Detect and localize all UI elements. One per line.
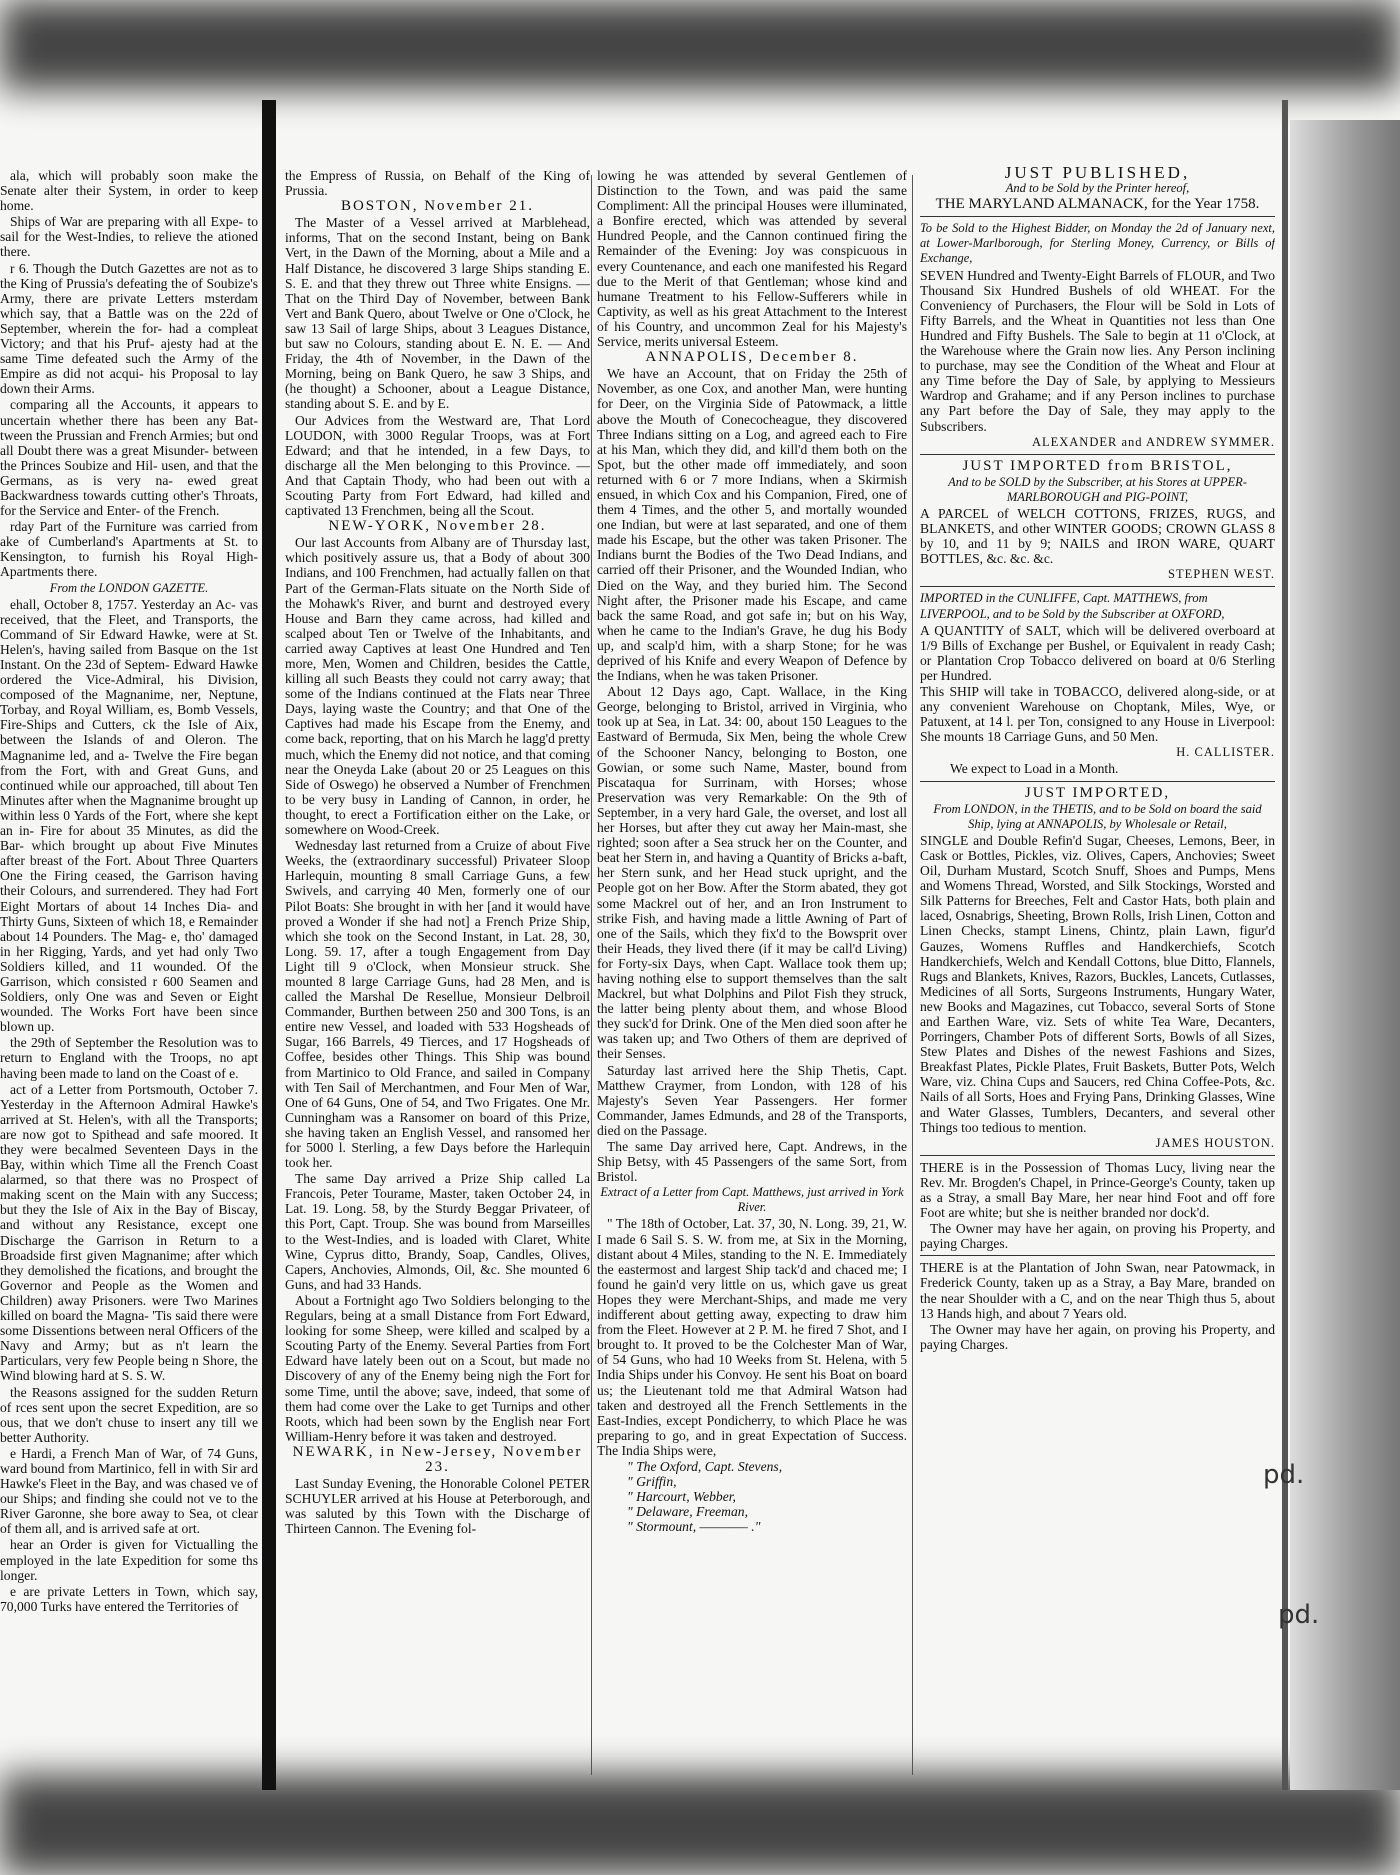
article-paragraph: r 6. Though the Dutch Gazettes are not as to the King of Prussia's defeating the of Soubize's Army, there are private Letters msterdam which say, that a Battle was on the 22d of September, wherein the for- had a compleat Victory; and that his Pruf- ajesty had at the same Time defeated such the Army of the Empire as did not acqui- his Proposal to lay down their Arms. bbox=[0, 260, 258, 397]
article-paragraph: e Hardi, a French Man of War, of 74 Guns, ward bound from Martinico, fell in with Sir ard Hawke's Fleet in the Bay, and was chased ve of our Ships; and finding she could not ve to the River Garonne, she bore away to Sea, ot clear of them all, and is arrived safe at ort. bbox=[0, 1445, 258, 1537]
section-heading: From the LONDON GAZETTE. bbox=[49, 580, 209, 595]
article-paragraph: ehall, October 8, 1757. Yesterday an Ac- vas received, that the Fleet, and Transports, the Command of Sir Edward Hawke, were at St. Helen's, having sailed from Basque on the 1st Instant. On the 23d of Septem- Edward Hawke ordered the Vice-Admiral, his Division, composed of the Magnanime, ner, Neptune, Torbay, and Royal William, es, Bomb Vessels, Fire-Ships and Cutters, ck the Isle of Aix, between the Islands of and Oleron. The Magnanime led, and a- Twelve the Fire began from the Fort, with and Great Guns, and continued while our approached, till about Ten Minutes after when the Magnanime brought up within less 0 Yards of the Fort, where she kept an in- Fire for about 35 Minutes, as did the Bar- which brought up about Five Minutes after breast of the Fort. About Three Quarters One the Firing ceased, the Garrison having their Colours, and surrendered. They had Fort Eight Mortars of about 14 Inches Dia- and Thirty Guns, Sixteen of which 18, e Remainder about 14 Pounders. The Mag- e, tho' damaged in her Rigging, Yards, and yet had only Two Soldiers killed, and 11 wounded. Of the Garrison, which consisted r 600 Seamen and Soldiers, only One was and Seven or Eight wounded. The Works Fort have been since blown up. bbox=[0, 596, 258, 1035]
article-paragraph: About a Fortnight ago Two Soldiers belonging to the Regulars, being at a small Distance from Fort Edward, looking for some Sheep, were killed and scalped by a Scouting Party of the Enemy. Several Parties from Fort Edward have lately been out on a Scout, but made no Discovery of any of the Enemy being nigh the Fort for some Time, until the above; save, indeed, that some of them had come over the Lake to get Turnips and other Roots, which had been sown by the English near Fort William-Henry before it was taken and destroyed. bbox=[285, 1292, 590, 1444]
ad-heading: JUST IMPORTED from BRISTOL, bbox=[962, 457, 1233, 474]
ad-signature: H. CALLISTER. bbox=[1176, 745, 1275, 760]
ad-note: The Owner may have her again, on proving his Property, and paying Charges. bbox=[920, 1221, 1275, 1252]
article-paragraph: Last Sunday Evening, the Honorable Colonel PETER SCHUYLER arrived at his House at Peterborough, and was saluted by this Town with the Discharge of Thirteen Cannon. The Evening fol- bbox=[285, 1476, 590, 1537]
ad-body: THERE is in the Possession of Thomas Lucy, living near the Rev. Mr. Brogden's Chapel, in Prince-George's County, taken up as a Stray, a small Bay Mare, her near hind Foot and off fore Foot are white; but she is neither branded nor dock'd. bbox=[920, 1159, 1275, 1221]
article-paragraph: Our Advices from the Westward are, That Lord LOUDON, with 3000 Regular Troops, was at Fort Edward; and that he intended, in a few Days, to discharge all the Men belonging to this Province. — And that Captain Thody, who had been out with a Scouting Party from Fort Edward, had killed and captivated 13 Frenchmen, being all the Scout. bbox=[285, 412, 590, 519]
handwritten-note: pd. bbox=[1263, 1460, 1305, 1490]
divider bbox=[920, 781, 1275, 782]
article-paragraph: " The 18th of October, Lat. 37, 30, N. Long. 39, 21, W. I made 6 Sail S. S. W. from me, at Six in the Morning, distant about 4 Miles, standing to the N. E. Immediately the eastermost and largest Ship tack'd and chaced me; I found he gain'd very little on us, which gave us great Hopes they were Merchant-Ships, and made me very indifferent about getting away, expecting to draw him from the Fleet. However at 2 P. M. he fired 7 Shot, and I brought to. It proved to be the Colchester Man of War, of 54 Guns, who had 10 Weeks from St. Helena, with 5 India Ships under his Convoy. He sent his Boat on board us; the Lieutenant told me that Admiral Watson had taken and destroyed all the French Settlements in the East-Indies, except Pondicherry, to which Place he was preparing to go, and in great Expectation of Success. The India Ships were, bbox=[597, 1216, 907, 1458]
article-paragraph: Ships of War are preparing with all Expe- to sail for the West-Indies, to relieve the ationed there. bbox=[0, 214, 258, 260]
article-paragraph: Saturday last arrived here the Ship Thetis, Capt. Matthew Craymer, from London, with 128 of his Majesty's Seven Year Passengers. Her former Commander, James Edmunds, and 28 of the Transports, died on the Passage. bbox=[597, 1062, 907, 1138]
ship-entry: " Delaware, Freeman, bbox=[627, 1504, 748, 1520]
ad-body: A PARCEL of WELCH COTTONS, FRIZES, RUGS, and BLANKETS, and other WINTER GOODS; CROWN GLASS 8 by 10, and 11 by 9; NAILS and IRON WARE, QUART BOTTLES, &c. &c. &c. bbox=[920, 505, 1275, 567]
ad-subheading: From LONDON, in the THETIS, and to be Sold on board the said Ship, lying at ANNAPOLIS, by Wholesale or Retail, bbox=[933, 801, 1262, 831]
dateline-annapolis: ANNAPOLIS, December 8. bbox=[645, 349, 859, 366]
article-paragraph: e are private Letters in Town, which say, 70,000 Turks have entered the Territories of bbox=[0, 1583, 258, 1614]
ship-entry: " Harcourt, Webber, bbox=[627, 1489, 736, 1505]
ad-heading: IMPORTED in the CUNLIFFE, Capt. MATTHEWS, from LIVERPOOL, and to be Sold by the Subscriber at OXFORD, bbox=[920, 591, 1225, 621]
advertisements-column bbox=[920, 165, 1275, 1353]
page-gutter-right bbox=[1282, 100, 1288, 1790]
column-one bbox=[285, 168, 590, 1537]
article-paragraph: About 12 Days ago, Capt. Wallace, in the King George, belonging to Bristol, arrived in Virginia, who took up at Sea, in Lat. 34: 00, about 150 Leagues to the Eastward of Bermuda, Six Men, being the whole Crew of the Schooner Nancy, belonging to Boston, one Gowian, or some such Name, Master, bound from Piscataqua for Surrinam, with Horses; whose Preservation was very Remarkable: On the 9th of September, in a very hard Gale, the overset, and lost all her Horses, but after they cut away her Main-mast, she righted; soon after a Sea struck her on the Counter, and beat her Stern in, and having a Quantity of Bricks a-baft, her Stern sunk, and her Head stuck upright, and the People got on her Bow. After the Storm abated, they got some Mackrel out of her, and an Iron Instrument to strike Fish, and having made a little Awning of Part of one of the Sails, which they fix'd to the Bowsprit over their Heads, they lived there (if it may be call'd Living) for Forty-six Days, when Capt. Wallace took them up; having nothing else to support themselves than the salt Mackrel, but what Dolphins and Pilot Fish they struck, the latter being plenty about them, and whose Blood they suck'd for Drink. One of the Men died soon after he was taken up; and Two Others of them are deprived of their Senses. bbox=[597, 684, 907, 1062]
article-paragraph: lowing he was attended by several Gentlemen of Distinction to the Town, and was paid the same Compliment: All the principal Houses were illuminated, a Bonfire erected, which was attended by several Hundred People, and the Cannon continued firing the Remainder of the Evening: Joy was conspicuous in every Countenance, and each one manifested his Regard due to the Merit of that Gentleman; whose kind and humane Treatment to his Fellow-Sufferers while in Captivity, as well as his great Attachment to the Interest of his Country, and uncommon Zeal for his Majesty's Service, merits universal Esteem. bbox=[597, 168, 907, 350]
article-paragraph: The Master of a Vessel arrived at Marblehead, informs, That on the second Instant, being on Bank Vert, in the Dawn of the Morning, about a Mile and a Half Distance, he discovered 3 large Ships standing E. S. E. and that they threw out Three white Ensigns. — That on the Third Day of November, between Bank Vert and Bank Quero, about Twelve or One o'Clock, he saw 13 Sail of large Ships, about 3 Leagues Distance, but saw no Colours, standing about E. N. E. — And Friday, the 4th of November, in the Dawn of the Morning, being on Bank Quero, he saw 3 Ships, and (he thought) a Schooner, about a League Distance, standing about S. E. and by E. bbox=[285, 215, 590, 412]
ship-entry: " Griffin, bbox=[627, 1474, 677, 1490]
article-paragraph: The same Day arrived here, Capt. Andrews, in the Ship Betsy, with 45 Passengers of the same Sort, from Bristol. bbox=[597, 1139, 907, 1185]
page-gutter-left bbox=[262, 100, 276, 1790]
article-paragraph: The same Day arrived a Prize Ship called La Francois, Peter Tourame, Master, taken October 24, in Lat. 19. Long. 58, by the Sturdy Beggar Privateer, of this Port, Capt. Troup. She was bound from Marseilles to the West-Indies, and is loaded with Claret, White Wine, Cyprus ditto, Brandy, Soap, Candles, Olives, Capers, Anchovies, Almonds, Oil, &c. She mounted 6 Guns, and had 33 Hands. bbox=[285, 1171, 590, 1292]
ships-list bbox=[597, 1459, 907, 1534]
article-paragraph: the Empress of Russia, on Behalf of the King of Prussia. bbox=[285, 168, 590, 199]
column-rule bbox=[912, 175, 913, 1775]
article-paragraph: Wednesday last returned from a Cruize of about Five Weeks, the (extraordinary successful) Privateer Sloop Harlequin, mounting 8 small Carriage Guns, a few Swivels, and carrying 40 Men, formerly one of our Pilot Boats: She brought in with her [and it would have proved a Wonder if she had not] a French Prize Ship, which she took on the Second Instant, in Lat. 28, 30, Long. 59. 17, after a tough Engagement from Day Light till 9 o'Clock, when Monsieur struck. She mounted 8 large Carriage Guns, had 28 Men, and is called the Marshal De Resellue, Monsieur Delbroil Commander, Burthen between 250 and 300 Tons, is an entire new Vessel, and loaded with 533 Hogsheads of Sugar, 166 Barrels, 49 Tierces, and 17 Hogsheads of Coffee, besides other Things. This Ship was bound from Martinico to Old France, and sailed in Company with Ten Sail of Merchantmen, and Four Men of War, One of 64 Guns, One of 54, and Two Frigates. One Mr. Cunningham was a Ransomer on board of this Prize, she having taken an English Vessel, and ransomed her for 5000 l. Sterling, a few Days before the Harlequin took her. bbox=[285, 838, 590, 1171]
dateline-boston: BOSTON, November 21. bbox=[340, 198, 535, 215]
book-page-edges bbox=[1290, 120, 1400, 1790]
ad-body: THERE is at the Plantation of John Swan, near Patowmack, in Frederick County, taken up as a Stray, a Bay Mare, branded on the near Shoulder with a C, and on the near Thigh thus 5, about 13 Hands high, and about 7 Years old. bbox=[920, 1260, 1275, 1321]
ad-intro: To be Sold to the Highest Bidder, on Monday the 2d of January next, at Lower-Marlborough, for Sterling Money, Currency, or Bills of Exchange, bbox=[920, 221, 1275, 266]
ad-body: A QUANTITY of SALT, which will be delivered overboard at 1/9 Bills of Exchange per Bushel, or Equivalent in ready Cash; or Plantation Crop Tobacco delivered on board at 0/6 Sterling per Hundred. bbox=[920, 622, 1275, 683]
ad-body: This SHIP will take in TOBACCO, delivered along-side, or at any convenient Warehouse on Choptank, Miles, Wye, or Patuxent, at 14 l. per Ton, consigned to any House in Liverpool: She mounts 18 Carriage Guns, and 50 Men. bbox=[920, 684, 1275, 745]
column-left-page bbox=[0, 168, 258, 1615]
almanack-title: THE MARYLAND ALMANACK, for the Year 1758. bbox=[935, 196, 1260, 213]
article-paragraph: the Reasons assigned for the sudden Return of rces sent upon the secret Expedition, are so ous, that we don't chuse to insert any till we better Authority. bbox=[0, 1384, 258, 1445]
ad-note: The Owner may have her again, on proving his Property, and paying Charges. bbox=[920, 1321, 1275, 1352]
ad-note: We expect to Load in a Month. bbox=[950, 761, 1119, 777]
dateline-new-york: NEW-YORK, November 28. bbox=[328, 518, 547, 535]
ad-subheading: And to be Sold by the Printer hereof, bbox=[1005, 181, 1190, 196]
ad-signature: JAMES HOUSTON. bbox=[1155, 1135, 1275, 1150]
divider bbox=[920, 216, 1275, 217]
ad-signature: STEPHEN WEST. bbox=[1168, 567, 1275, 582]
article-paragraph: Our last Accounts from Albany are of Thursday last, which positively assure us, that a Body of about 300 Indians, and 100 Frenchmen, had actually fallen on that Part of the German-Flats situate on the North Side of the Mohawk's River, and burnt and destroyed every House and Barn they came across, had killed and scalped about Ten or Twelve of the Inhabitants, and carried away Captives at least One Hundred and Ten more, Men, Women and Children, besides the Cattle, killing all such Beasts they could not carry away; that some of the Indians continued at the Flats near Three Days, laying waste the Country; and that One of the Captives had made his Escape from the Enemy, and come back, reporting, that on his March he lagg'd pretty much, which the Enemy did not notice, and that coming near the Oneyda Lake (about 20 or 25 Leagues on this Side of Oswego) he observed a Number of Frenchmen to be very busy in Landing of Cannon, in order, he thought, to erect a Fortification either on the Lake, or somewhere on Wood-Creek. bbox=[285, 535, 590, 838]
column-rule bbox=[591, 175, 592, 1775]
ship-entry: " The Oxford, Capt. Stevens, bbox=[627, 1458, 783, 1474]
article-paragraph: comparing all the Accounts, it appears to uncertain whether there has been any Bat- tween the Prussian and French Armies; but ond all Doubt there was a great Misunder- between the Princes Soubize and Hil- usen, and that the Germans, as is very na- ewed great Backwardness towards cutting other's Throats, for the Service and Enter- of the French. bbox=[0, 397, 258, 519]
article-paragraph: rday Part of the Furniture was carried from ake of Cumberland's Apartments at St. to Kensington, to furnish his Royal High- Apartments there. bbox=[0, 519, 258, 580]
ad-heading: JUST IMPORTED, bbox=[1024, 784, 1171, 801]
ad-subheading: And to be SOLD by the Subscriber, at his Stores at UPPER-MARLBOROUGH and PIG-POINT, bbox=[948, 474, 1247, 504]
handwritten-note: pd. bbox=[1278, 1600, 1320, 1630]
ship-entry: " Stormount, ———— ." bbox=[627, 1519, 761, 1535]
letter-extract-heading: Extract of a Letter from Capt. Matthews, just arrived in York River. bbox=[600, 1185, 904, 1215]
article-paragraph: ala, which will probably soon make the Senate alter their System, in order to keep home. bbox=[0, 168, 258, 214]
ad-body: SEVEN Hundred and Twenty-Eight Barrels of FLOUR, and Two Thousand Six Hundred Bushels of old WHEAT. For the Conveniency of Purchasers, the Flour will be Sold in Lots of Fifty Barrels, and the Wheat in Quantities not less than One Hundred and Fifty Bushels. The Sale to begin at 11 o'Clock, at the Warehouse where the Grain now lies. Any Person inclining to purchase, may see the Condition of the Wheat and Flour at any Time before the Day of Sale, by applying to Messieurs Wardrop and Grahame; and if any Person inclines to purchase any Part before the Day of Sale, they may apply to the Subscribers. bbox=[920, 267, 1275, 434]
bottom-shadow bbox=[0, 1775, 1400, 1875]
column-two bbox=[597, 168, 907, 1534]
article-paragraph: hear an Order is given for Victualling the employed in the late Expedition for some ths longer. bbox=[0, 1537, 258, 1583]
dateline-newark: NEWARK, in New-Jersey, November 23. bbox=[292, 1443, 583, 1475]
divider bbox=[920, 586, 1275, 587]
article-paragraph: We have an Account, that on Friday the 25th of November, as one Cox, and another Man, were hunting for Deer, on the Virginia Side of Patowmack, a little above the Mouth of Conecocheague, they discovered Three Indians sitting on a Log, and agreed each to Fire at his Man, which they did, and kill'd them both on the Spot, but the other made off immediately, and soon returned with 6 or 7 more Indians, when a Skirmish ensued, in which Cox and his Companion, Fired, one of them 4 Times, and the other 5, and mortally wounded one Indian, but were at last separated, and one of them made his Escape, but the other was taken Prisoner. The Indians burnt the Bodies of the Two Dead Indians, and carried off their Prisoner, and the Wounded Indian, who Died on the Way, and they buried him. The Second Night after, the Prisoner made his Escape, and came back the same Road, and got safe in; but on his Way, when he came to the Indian's Grave, he dug his Body up, and scalp'd him, with a sharp Stone; for he was deprived of his Knife and every Weapon of Defence by the Indians, when he was taken Prisoner. bbox=[597, 366, 907, 684]
ad-body: SINGLE and Double Refin'd Sugar, Cheeses, Lemons, Beer, in Cask or Bottles, Pickles, viz. Olives, Capers, Anchovies; Sweet Oil, Durham Mustard, Scotch Snuff, Shoes and Pumps, Mens and Womens Thread, Worsted, and Silk Stockings, Worsted and Silk Patterns for Breeches, Felt and Castor Hats, both plain and laced, Osnabrigs, Sheeting, Brown Rolls, Irish Linen, Cotton and Linen Checks, stampt Linens, Chintz, plain Lawn, figur'd Gauzes, Womens Ruffles and Handkerchiefs, Scotch Handkerchiefs, Welch and Kendall Cottons, blue Ditto, Flannels, Rugs and Blankets, Knives, Razors, Buckles, Lancets, Cutlasses, Medicines of all Sorts, Surgeons Instruments, Hungary Water, new Books and Magazines, cut Tobacco, several Sorts of Stone and Earthen Ware, viz. Sets of white Tea Ware, Decanters, Porringers, Chamber Pots of different Sorts, Bowls of all Sizes, Stew Plates and Dishes of the newest Fashions and Sizes, Breakfast Plates, Pickle Plates, Fruit Baskets, Butter Pots, Welch Ware, viz. China Cups and Saucers, red China Coffee-Pots, &c. Nails of all Sorts, Hoes and Frying Pans, Drinking Glasses, Wine and Water Glasses, Tumblers, Decanters, and several other Things too tedious to mention. bbox=[920, 832, 1275, 1135]
divider bbox=[920, 1155, 1275, 1156]
article-paragraph: act of a Letter from Portsmouth, October 7. Yesterday in the Afternoon Admiral Hawke's arrived at St. Helen's, with all the Transports; are now got to Spithead and safe moored. It they were becalmed Seventeen Days in the Bay, within which Time all the French Coast alarmed, so that there was no Prospect of making scent on the Main with any Success; but they the Isle of Aix in the Bay of Biscay, and without any Resistance, except one Discharge the Garrison in Return to a Broadside first given Magnanime; after which they demolished the fications, and brought the Governor and People as the Women and Children) away Prisoners. were Two Marines killed on board the Magna- 'Tis said there were some Dissentions between neral Officers of the Navy and Army; but as n't learn the Particulars, very few People being n Shore, the Wind blowing hard at S. S. W. bbox=[0, 1081, 258, 1384]
article-paragraph: the 29th of September the Resolution was to return to England with the Troops, no apt having been made to land on the Coast of e. bbox=[0, 1035, 258, 1081]
divider bbox=[920, 1255, 1275, 1256]
ad-heading: JUST PUBLISHED, bbox=[1004, 165, 1191, 182]
divider bbox=[920, 454, 1275, 455]
top-shadow bbox=[0, 0, 1400, 90]
ad-signature: ALEXANDER and ANDREW SYMMER. bbox=[1031, 434, 1275, 449]
